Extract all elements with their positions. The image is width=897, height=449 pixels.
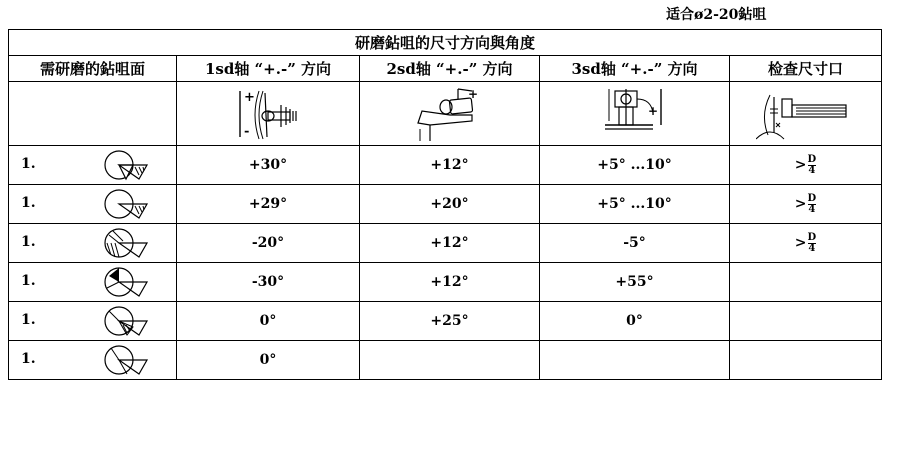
axis1-value: 0° <box>177 341 360 380</box>
face-label: 1. <box>21 195 36 211</box>
face-label: 1. <box>21 234 36 250</box>
face-label: 1. <box>21 312 36 328</box>
svg-text:+: + <box>467 86 478 101</box>
table-row <box>9 146 882 185</box>
table-row <box>9 341 882 380</box>
axis1-value: 0° <box>177 302 360 341</box>
header-face: 需研磨的鉆咀面 <box>9 56 177 82</box>
axis1-diagram <box>233 85 303 143</box>
header-axis1: 1sd轴 “+.-” 方向 <box>177 56 360 82</box>
axis2-value: +12° <box>360 224 540 263</box>
drill-face-icon <box>101 188 151 220</box>
axis3-value: +5° ...10° <box>540 146 730 185</box>
check-sign: > <box>794 235 807 251</box>
axis3-value: +5° ...10° <box>540 185 730 224</box>
axis2-value: +12° <box>360 263 540 302</box>
drill-face-icon <box>101 149 151 181</box>
axis3-value <box>540 341 730 380</box>
drill-face-icon <box>101 305 151 337</box>
check-value <box>730 302 882 341</box>
face-cell <box>9 146 177 185</box>
axis2-diagram <box>410 85 490 143</box>
check-numerator: D <box>807 231 817 243</box>
axis1-value: +29° <box>177 185 360 224</box>
check-value <box>730 224 882 263</box>
drill-face-icon <box>101 266 151 298</box>
axis3-value: +55° <box>540 263 730 302</box>
face-cell <box>9 302 177 341</box>
face-label: 1. <box>21 351 36 367</box>
check-numerator: D <box>807 192 817 204</box>
check-diagram-cell <box>730 82 882 146</box>
header-axis3: 3sd轴 “+.-” 方向 <box>540 56 730 82</box>
check-sign: > <box>794 157 807 173</box>
axis2-value: +25° <box>360 302 540 341</box>
axis3-diagram-cell <box>540 82 730 146</box>
table-row <box>9 224 882 263</box>
axis1-value: -30° <box>177 263 360 302</box>
drill-face-icon <box>101 227 151 259</box>
check-value <box>730 185 882 224</box>
check-sign: > <box>794 196 807 212</box>
axis1-value: +30° <box>177 146 360 185</box>
header-check: 检查尺寸口 <box>730 56 882 82</box>
face-label: 1. <box>21 273 36 289</box>
check-value <box>730 341 882 380</box>
face-cell <box>9 341 177 380</box>
axis1-diagram-cell <box>177 82 360 146</box>
drill-face-icon <box>101 344 151 376</box>
svg-text:+: + <box>647 103 658 118</box>
table-row <box>9 185 882 224</box>
svg-text:+: + <box>244 89 255 105</box>
drill-grinding-table <box>8 29 882 380</box>
axis2-value <box>360 341 540 380</box>
axis2-value: +20° <box>360 185 540 224</box>
check-denominator: 4 <box>808 242 816 254</box>
axis3-value: -5° <box>540 224 730 263</box>
check-value <box>730 146 882 185</box>
check-numerator: D <box>807 153 817 165</box>
table-row <box>9 263 882 302</box>
face-cell <box>9 185 177 224</box>
axis3-value: 0° <box>540 302 730 341</box>
check-value <box>730 263 882 302</box>
top-note: 适合ø2-20鉆咀 <box>666 7 767 23</box>
svg-text:-: - <box>244 123 250 139</box>
face-label: 1. <box>21 156 36 172</box>
check-diagram <box>756 85 856 143</box>
icon-empty-cell <box>9 82 177 146</box>
face-cell <box>9 263 177 302</box>
check-denominator: 4 <box>808 164 816 176</box>
check-denominator: 4 <box>808 203 816 215</box>
header-axis2: 2sd轴 “+.-” 方向 <box>360 56 540 82</box>
table-title: 研磨鉆咀的尺寸方向與角度 <box>9 30 882 56</box>
table-row <box>9 302 882 341</box>
axis3-diagram <box>595 85 675 143</box>
face-cell <box>9 224 177 263</box>
axis1-value: -20° <box>177 224 360 263</box>
axis2-value: +12° <box>360 146 540 185</box>
axis2-diagram-cell <box>360 82 540 146</box>
